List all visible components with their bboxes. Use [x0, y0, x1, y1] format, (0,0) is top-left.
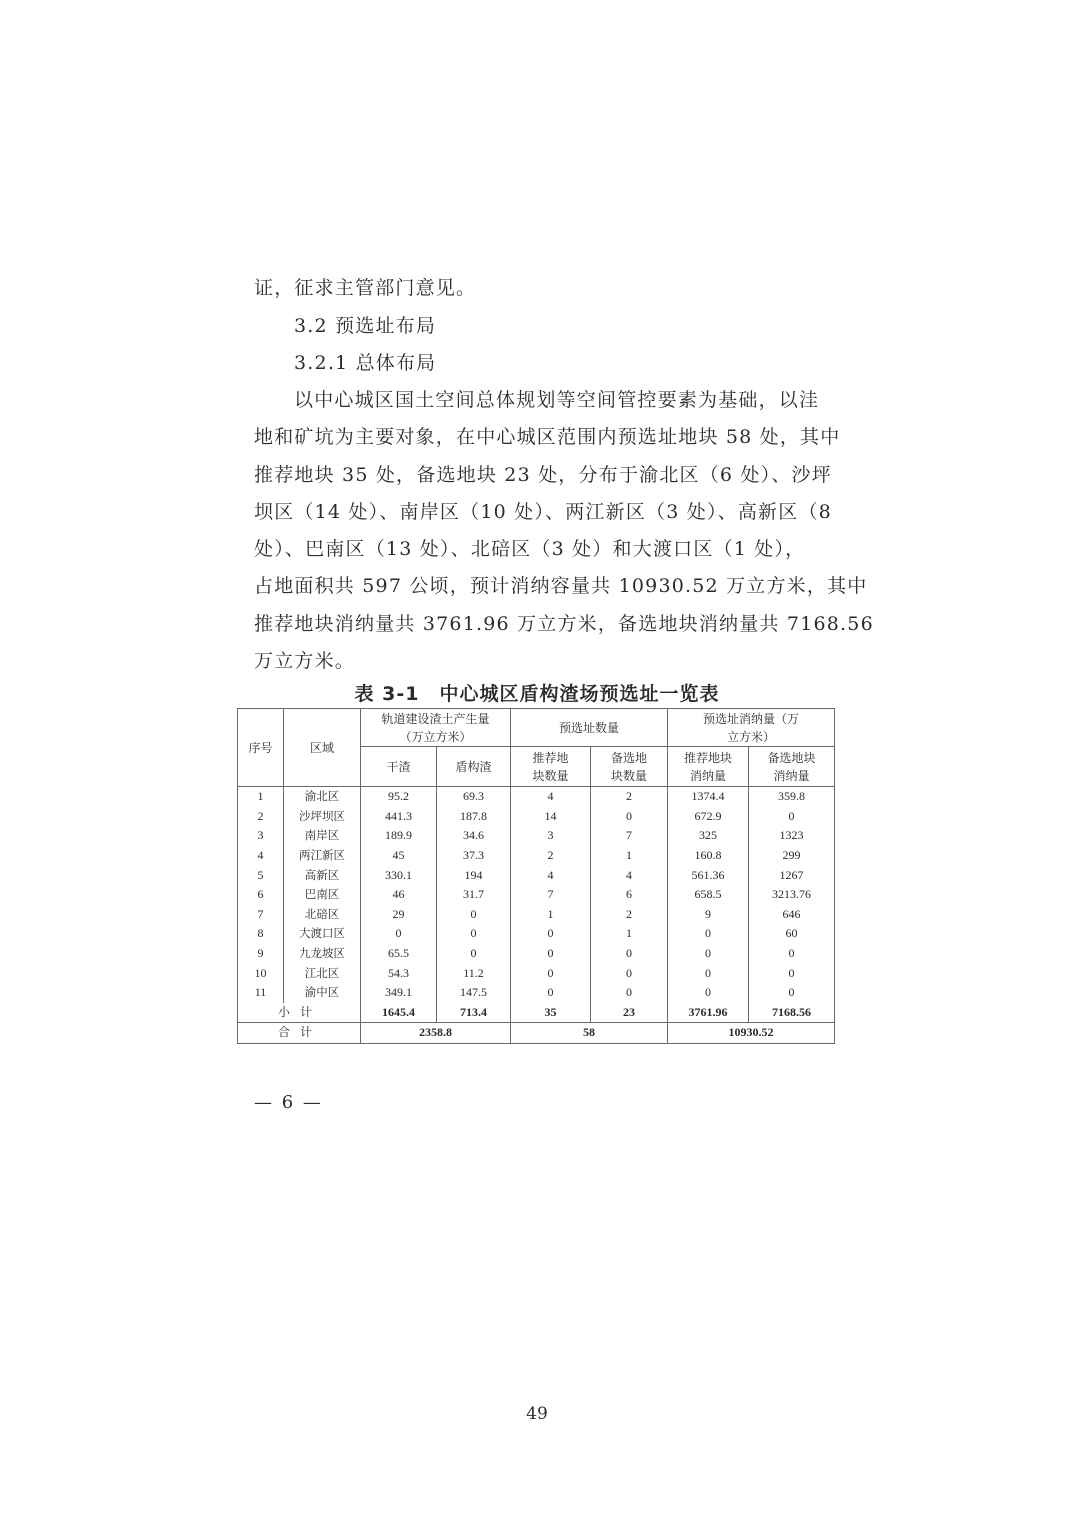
cell-alt: 0 — [591, 807, 668, 827]
body-line-7: 推荐地块消纳量共 3761.96 万立方米，备选地块消纳量共 7168.56 — [254, 613, 874, 635]
body-line-3: 推荐地块 35 处，备选地块 23 处，分布于渝北区（6 处）、沙坪 — [254, 464, 832, 486]
subtotal-label: 小计 — [238, 1003, 361, 1023]
table-row — [238, 826, 835, 846]
body-line-2: 地和矿坑为主要对象，在中心城区范围内预选址地块 58 处，其中 — [254, 426, 841, 448]
cell-rec: 3 — [511, 826, 591, 846]
cell-alt: 0 — [591, 944, 668, 964]
header-shield: 盾构渣 — [437, 747, 511, 787]
cell-rec: 2 — [511, 846, 591, 866]
cell-shield: 194 — [437, 865, 511, 885]
cell-alt: 0 — [591, 963, 668, 983]
cell-dry: 330.1 — [361, 865, 437, 885]
cell-region: 北碚区 — [284, 905, 361, 925]
cell-seq: 6 — [238, 885, 284, 905]
table-row — [238, 944, 835, 964]
subtotal-dry: 1645.4 — [361, 1003, 437, 1023]
cell-alt-cap: 0 — [749, 944, 835, 964]
cell-rec: 0 — [511, 944, 591, 964]
cell-region: 渝北区 — [284, 787, 361, 807]
cell-shield: 0 — [437, 944, 511, 964]
cell-rec: 14 — [511, 807, 591, 827]
cell-shield: 147.5 — [437, 983, 511, 1003]
cell-rec: 4 — [511, 865, 591, 885]
body-line-1: 以中心城区国土空间总体规划等空间管控要素为基础，以洼 — [294, 389, 820, 411]
cell-shield: 34.6 — [437, 826, 511, 846]
cell-seq: 4 — [238, 846, 284, 866]
total-count: 58 — [511, 1023, 668, 1044]
header-seq: 序号 — [238, 709, 284, 787]
header-production: 轨道建设渣土产生量（万立方米） — [361, 709, 511, 747]
cell-rec: 0 — [511, 963, 591, 983]
cell-rec-cap: 0 — [668, 983, 749, 1003]
table-row — [238, 905, 835, 925]
cell-region: 两江新区 — [284, 846, 361, 866]
cell-rec-cap: 658.5 — [668, 885, 749, 905]
cell-alt-cap: 0 — [749, 807, 835, 827]
cell-alt-cap: 1267 — [749, 865, 835, 885]
cell-alt-cap: 60 — [749, 924, 835, 944]
header-region: 区域 — [284, 709, 361, 787]
cell-alt-cap: 299 — [749, 846, 835, 866]
cell-rec-cap: 672.9 — [668, 807, 749, 827]
cell-alt: 0 — [591, 983, 668, 1003]
body-line-4: 坝区（14 处）、南岸区（10 处）、两江新区（3 处）、高新区（8 — [254, 501, 832, 523]
cell-seq: 10 — [238, 963, 284, 983]
header-dry: 干渣 — [361, 747, 437, 787]
cell-alt-cap: 0 — [749, 983, 835, 1003]
total-production: 2358.8 — [361, 1023, 511, 1044]
cell-rec: 1 — [511, 905, 591, 925]
cell-alt-cap: 1323 — [749, 826, 835, 846]
folio-number: 49 — [526, 1404, 548, 1424]
table-row — [238, 885, 835, 905]
cell-seq: 5 — [238, 865, 284, 885]
table-caption: 表 3-1 中心城区盾构渣场预选址一览表 — [354, 683, 720, 705]
cell-dry: 0 — [361, 924, 437, 944]
cell-rec: 7 — [511, 885, 591, 905]
body-line-0: 证，征求主管部门意见。 — [254, 277, 477, 299]
cell-alt-cap: 646 — [749, 905, 835, 925]
total-label: 合计 — [238, 1023, 361, 1044]
cell-alt: 6 — [591, 885, 668, 905]
cell-rec: 4 — [511, 787, 591, 807]
cell-dry: 349.1 — [361, 983, 437, 1003]
cell-seq: 2 — [238, 807, 284, 827]
cell-seq: 11 — [238, 983, 284, 1003]
cell-alt-cap: 0 — [749, 963, 835, 983]
section-heading-3-2: 3.2 预选址布局 — [294, 315, 437, 337]
total-capacity: 10930.52 — [668, 1023, 835, 1044]
cell-region: 南岸区 — [284, 826, 361, 846]
cell-shield: 37.3 — [437, 846, 511, 866]
header-count: 预选址数量 — [511, 709, 668, 747]
subtotal-rec-cap: 3761.96 — [668, 1003, 749, 1023]
cell-rec-cap: 561.36 — [668, 865, 749, 885]
cell-shield: 31.7 — [437, 885, 511, 905]
header-alt-count: 备选地块数量 — [591, 747, 668, 787]
cell-region: 大渡口区 — [284, 924, 361, 944]
cell-region: 渝中区 — [284, 983, 361, 1003]
cell-rec-cap: 1374.4 — [668, 787, 749, 807]
cell-dry: 65.5 — [361, 944, 437, 964]
cell-alt: 7 — [591, 826, 668, 846]
subtotal-alt-cap: 7168.56 — [749, 1003, 835, 1023]
cell-seq: 3 — [238, 826, 284, 846]
cell-seq: 8 — [238, 924, 284, 944]
cell-rec: 0 — [511, 983, 591, 1003]
subtotal-shield: 713.4 — [437, 1003, 511, 1023]
cell-dry: 54.3 — [361, 963, 437, 983]
table-row — [238, 865, 835, 885]
table-row — [238, 924, 835, 944]
cell-seq: 1 — [238, 787, 284, 807]
cell-alt: 4 — [591, 865, 668, 885]
table-row — [238, 846, 835, 866]
cell-shield: 0 — [437, 905, 511, 925]
subtotal-row — [238, 1003, 835, 1023]
header-alt-cap: 备选地块消纳量 — [749, 747, 835, 787]
cell-shield: 0 — [437, 924, 511, 944]
cell-dry: 95.2 — [361, 787, 437, 807]
body-line-8: 万立方米。 — [254, 650, 356, 672]
cell-alt: 2 — [591, 905, 668, 925]
section-heading-3-2-1: 3.2.1 总体布局 — [294, 352, 437, 374]
cell-shield: 187.8 — [437, 807, 511, 827]
cell-rec-cap: 160.8 — [668, 846, 749, 866]
header-capacity: 预选址消纳量（万立方米） — [668, 709, 835, 747]
cell-region: 高新区 — [284, 865, 361, 885]
cell-dry: 45 — [361, 846, 437, 866]
cell-rec: 0 — [511, 924, 591, 944]
cell-dry: 189.9 — [361, 826, 437, 846]
cell-alt-cap: 3213.76 — [749, 885, 835, 905]
table-row — [238, 807, 835, 827]
cell-rec-cap: 325 — [668, 826, 749, 846]
cell-alt-cap: 359.8 — [749, 787, 835, 807]
subtotal-rec: 35 — [511, 1003, 591, 1023]
cell-dry: 441.3 — [361, 807, 437, 827]
header-rec-count: 推荐地块数量 — [511, 747, 591, 787]
cell-rec-cap: 0 — [668, 944, 749, 964]
site-table — [237, 708, 835, 1044]
cell-alt: 2 — [591, 787, 668, 807]
cell-rec-cap: 0 — [668, 963, 749, 983]
cell-region: 九龙坡区 — [284, 944, 361, 964]
cell-region: 巴南区 — [284, 885, 361, 905]
cell-seq: 7 — [238, 905, 284, 925]
page-marker: — 6 — — [254, 1092, 323, 1113]
cell-dry: 46 — [361, 885, 437, 905]
cell-shield: 69.3 — [437, 787, 511, 807]
cell-shield: 11.2 — [437, 963, 511, 983]
subtotal-alt: 23 — [591, 1003, 668, 1023]
table-row — [238, 963, 835, 983]
cell-rec-cap: 0 — [668, 924, 749, 944]
table-row — [238, 983, 835, 1003]
body-line-6: 占地面积共 597 公顷，预计消纳容量共 10930.52 万立方米，其中 — [254, 575, 868, 597]
cell-rec-cap: 9 — [668, 905, 749, 925]
cell-region: 沙坪坝区 — [284, 807, 361, 827]
cell-dry: 29 — [361, 905, 437, 925]
cell-seq: 9 — [238, 944, 284, 964]
total-row — [238, 1023, 835, 1044]
body-line-5: 处）、巴南区（13 处）、北碚区（3 处）和大渡口区（1 处）， — [254, 538, 806, 560]
cell-region: 江北区 — [284, 963, 361, 983]
cell-alt: 1 — [591, 846, 668, 866]
header-rec-cap: 推荐地块消纳量 — [668, 747, 749, 787]
table-row — [238, 787, 835, 807]
cell-alt: 1 — [591, 924, 668, 944]
